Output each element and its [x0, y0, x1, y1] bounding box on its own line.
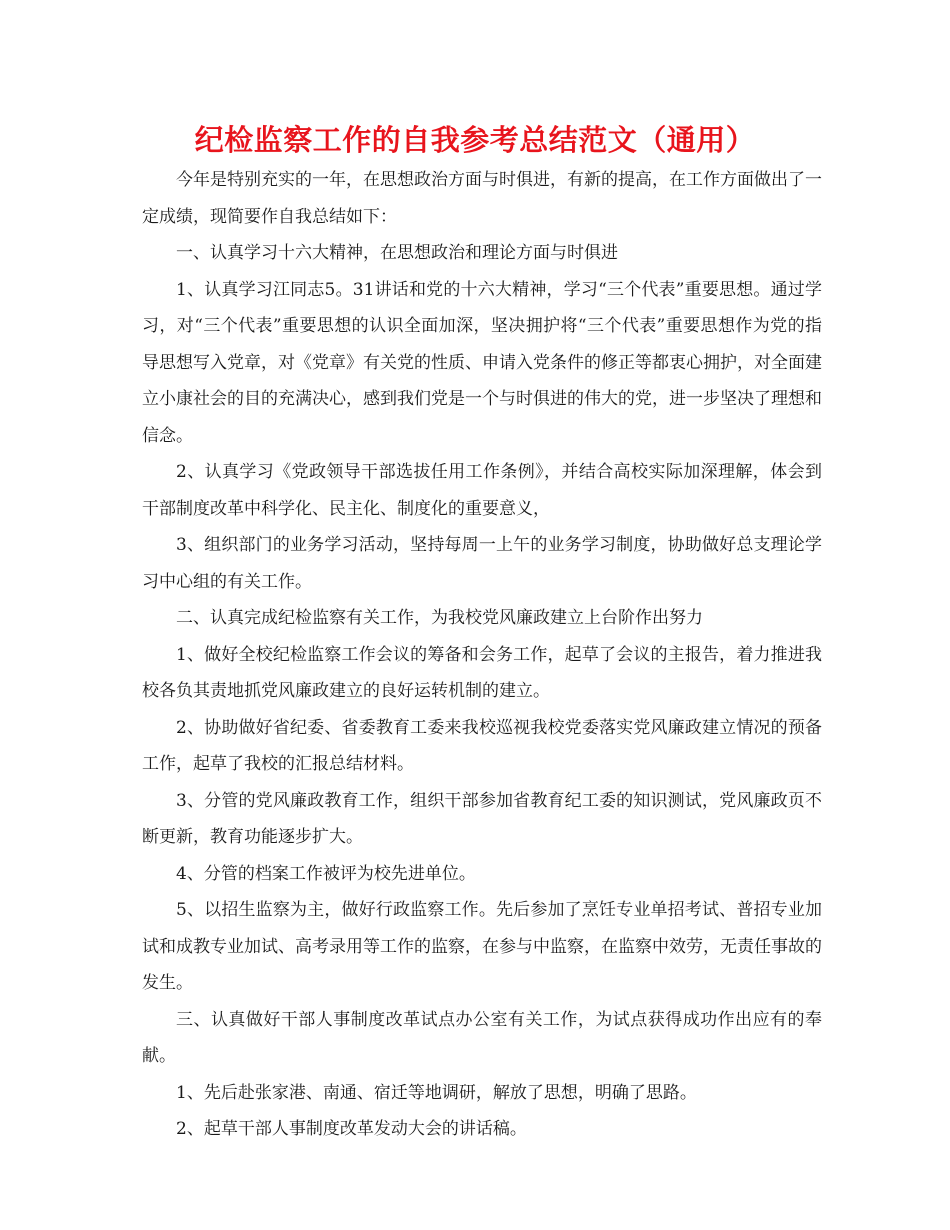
paragraph: 2、起草干部人事制度改革发动大会的讲话稿。	[176, 1119, 527, 1139]
paragraph: 3、组织部门的业务学习活动，坚持每周一上午的业务学习制度，协助做好总支理论学习中心组的有关工作。	[142, 535, 822, 592]
section-heading-3: 三、认真做好干部人事制度改革试点办公室有关工作，为试点获得成功作出应有的奉献。	[142, 1009, 822, 1066]
paragraph: 2、协助做好省纪委、省委教育工委来我校巡视我校党委落实党风廉政建立情况的预备工作，起草了我校的汇报总结材料。	[142, 717, 822, 774]
document-title: 纪检监察工作的自我参考总结范文（通用）	[194, 123, 756, 157]
section-heading-1: 一、认真学习十六大精神，在思想政治和理论方面与时俱进	[176, 243, 618, 263]
paragraph: 5、以招生监察为主，做好行政监察工作。先后参加了烹饪专业单招考试、普招专业加试和成教专业加试、高考录用等工作的监察，在参与中监察，在监察中效劳，无责任事故的发生。	[142, 900, 822, 993]
paragraph: 1、做好全校纪检监察工作会议的筹备和会务工作，起草了会议的主报告，着力推进我校各负其责地抓党风廉政建立的良好运转机制的建立。	[142, 644, 822, 701]
paragraph: 3、分管的党风廉政教育工作，组织干部参加省教育纪工委的知识测试，党风廉政页不断更新，教育功能逐步扩大。	[142, 790, 822, 847]
paragraph: 4、分管的档案工作被评为校先进单位。	[176, 863, 476, 884]
paragraph-intro: 今年是特别充实的一年，在思想政治方面与时俱进，有新的提高，在工作方面做出了一定成绩，现简要作自我总结如下：	[142, 170, 822, 227]
section-heading-2: 二、认真完成纪检监察有关工作，为我校党风廉政建立上台阶作出努力	[176, 608, 703, 628]
paragraph: 1、先后赴张家港、南通、宿迁等地调研，解放了思想，明确了思路。	[176, 1082, 697, 1103]
paragraph: 1、认真学习江同志5。31讲话和党的十六大精神，学习“三个代表”重要思想。通过学习，对“三个代表”重要思想的认识全面加深，坚决拥护将“三个代表”重要思想作为党的指导思想写入党章，对《党章》有关党的性质、申请入党条件的修正等都衷心拥护，对全面建立小康社会的目的充满决心，感到我们党是一个与时俱进的伟大的党，进一步坚决了理想和信念。	[142, 279, 822, 446]
document-body	[142, 162, 822, 1148]
paragraph: 2、认真学习《党政领导干部选拔任用工作条例》，并结合高校实际加深理解，体会到干部制度改革中科学化、民主化、制度化的重要意义，	[142, 462, 822, 519]
